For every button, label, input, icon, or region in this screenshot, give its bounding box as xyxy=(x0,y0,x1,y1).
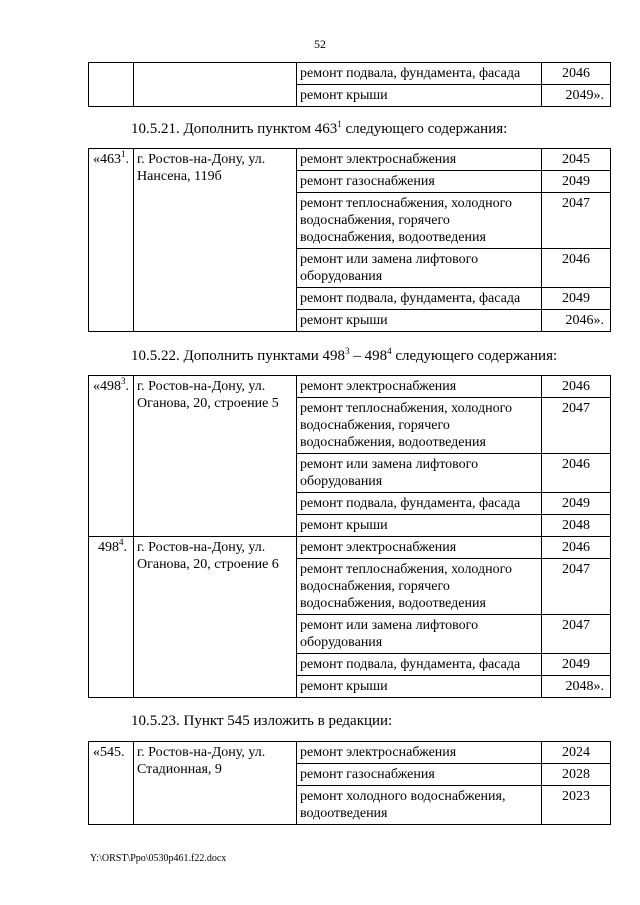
table-row xyxy=(89,537,611,559)
year-cell: 2046 xyxy=(542,376,611,398)
table-continuation xyxy=(88,62,611,107)
table-items-498 xyxy=(88,375,611,698)
year-cell: 2046 xyxy=(542,249,611,288)
table-item-545 xyxy=(88,741,611,825)
year-cell: 2047 xyxy=(542,559,611,615)
table-row xyxy=(89,376,611,398)
year-cell: 2049 xyxy=(542,493,611,515)
address-cell xyxy=(134,63,297,107)
work-cell: ремонт или замена лифтового оборудования xyxy=(297,249,542,288)
work-cell: ремонт теплоснабжения, холодного водоснабжения, горячего водоснабжения, водоотведения xyxy=(297,193,542,249)
year-cell: 2047 xyxy=(542,193,611,249)
year-cell: 2049 xyxy=(542,654,611,676)
paragraph-10-5-21: 10.5.21. Дополнить пунктом $463^1$ следующего содержания: xyxy=(131,119,508,137)
year-cell: 2046 xyxy=(542,454,611,493)
num-cell: «545. xyxy=(89,742,134,825)
num-cell: $498^4$. xyxy=(89,537,134,698)
work-cell: ремонт электроснабжения xyxy=(297,149,542,171)
year-cell: 2045 xyxy=(542,149,611,171)
address-cell: г. Ростов-на-Дону, ул. Оганова, 20, строение 6 xyxy=(134,537,297,698)
year-cell: 2024 xyxy=(542,742,611,764)
address-cell: г. Ростов-на-Дону, ул. Стадионная, 9 xyxy=(134,742,297,825)
year-cell: 2048». xyxy=(542,676,611,698)
footer-file-path: Y:\ORST\Ppo\0530p461.f22.docx xyxy=(90,853,227,864)
year-cell: 2046 xyxy=(542,537,611,559)
work-cell: ремонт электроснабжения xyxy=(297,742,542,764)
work-cell: ремонт подвала, фундамента, фасада xyxy=(297,493,542,515)
num-cell: «$498^3$. xyxy=(89,376,134,537)
work-cell: ремонт подвала, фундамента, фасада xyxy=(297,63,542,85)
work-cell: ремонт крыши xyxy=(297,310,542,332)
work-cell: ремонт электроснабжения xyxy=(297,537,542,559)
year-cell: 2047 xyxy=(542,398,611,454)
year-cell: 2028 xyxy=(542,764,611,786)
num-cell: «$463^1$. xyxy=(89,149,134,332)
year-cell: 2046». xyxy=(542,310,611,332)
work-cell: ремонт или замена лифтового оборудования xyxy=(297,615,542,654)
year-cell: 2048 xyxy=(542,515,611,537)
work-cell: ремонт газоснабжения xyxy=(297,171,542,193)
work-cell: ремонт крыши xyxy=(297,515,542,537)
year-cell: 2049 xyxy=(542,288,611,310)
work-cell: ремонт или замена лифтового оборудования xyxy=(297,454,542,493)
work-cell: ремонт холодного водоснабжения, водоотведения xyxy=(297,786,542,825)
work-cell: ремонт подвала, фундамента, фасада xyxy=(297,654,542,676)
year-cell: 2049 xyxy=(542,171,611,193)
work-cell: ремонт подвала, фундамента, фасада xyxy=(297,288,542,310)
table-row xyxy=(89,63,611,85)
address-cell: г. Ростов-на-Дону, ул. Нансена, 119б xyxy=(134,149,297,332)
year-cell: 2023 xyxy=(542,786,611,825)
paragraph-10-5-22: 10.5.22. Дополнить пунктами $498^3 - 498^4$ следующего содержания: xyxy=(131,346,558,364)
work-cell: ремонт теплоснабжения, холодного водоснабжения, горячего водоснабжения, водоотведения xyxy=(297,398,542,454)
table-row xyxy=(89,149,611,171)
year-cell: 2047 xyxy=(542,615,611,654)
work-cell: ремонт теплоснабжения, холодного водоснабжения, горячего водоснабжения, водоотведения xyxy=(297,559,542,615)
address-cell: г. Ростов-на-Дону, ул. Оганова, 20, строение 5 xyxy=(134,376,297,537)
work-cell: ремонт газоснабжения xyxy=(297,764,542,786)
table-item-463-1 xyxy=(88,148,611,332)
work-cell: ремонт крыши xyxy=(297,85,542,107)
page-number: 52 xyxy=(314,37,326,51)
work-cell: ремонт электроснабжения xyxy=(297,376,542,398)
paragraph-10-5-23: 10.5.23. Пункт 545 изложить в редакции: xyxy=(131,713,393,729)
num-cell xyxy=(89,63,134,107)
table-row xyxy=(89,742,611,764)
work-cell: ремонт крыши xyxy=(297,676,542,698)
year-cell: 2046 xyxy=(542,63,611,85)
year-cell: 2049». xyxy=(542,85,611,107)
